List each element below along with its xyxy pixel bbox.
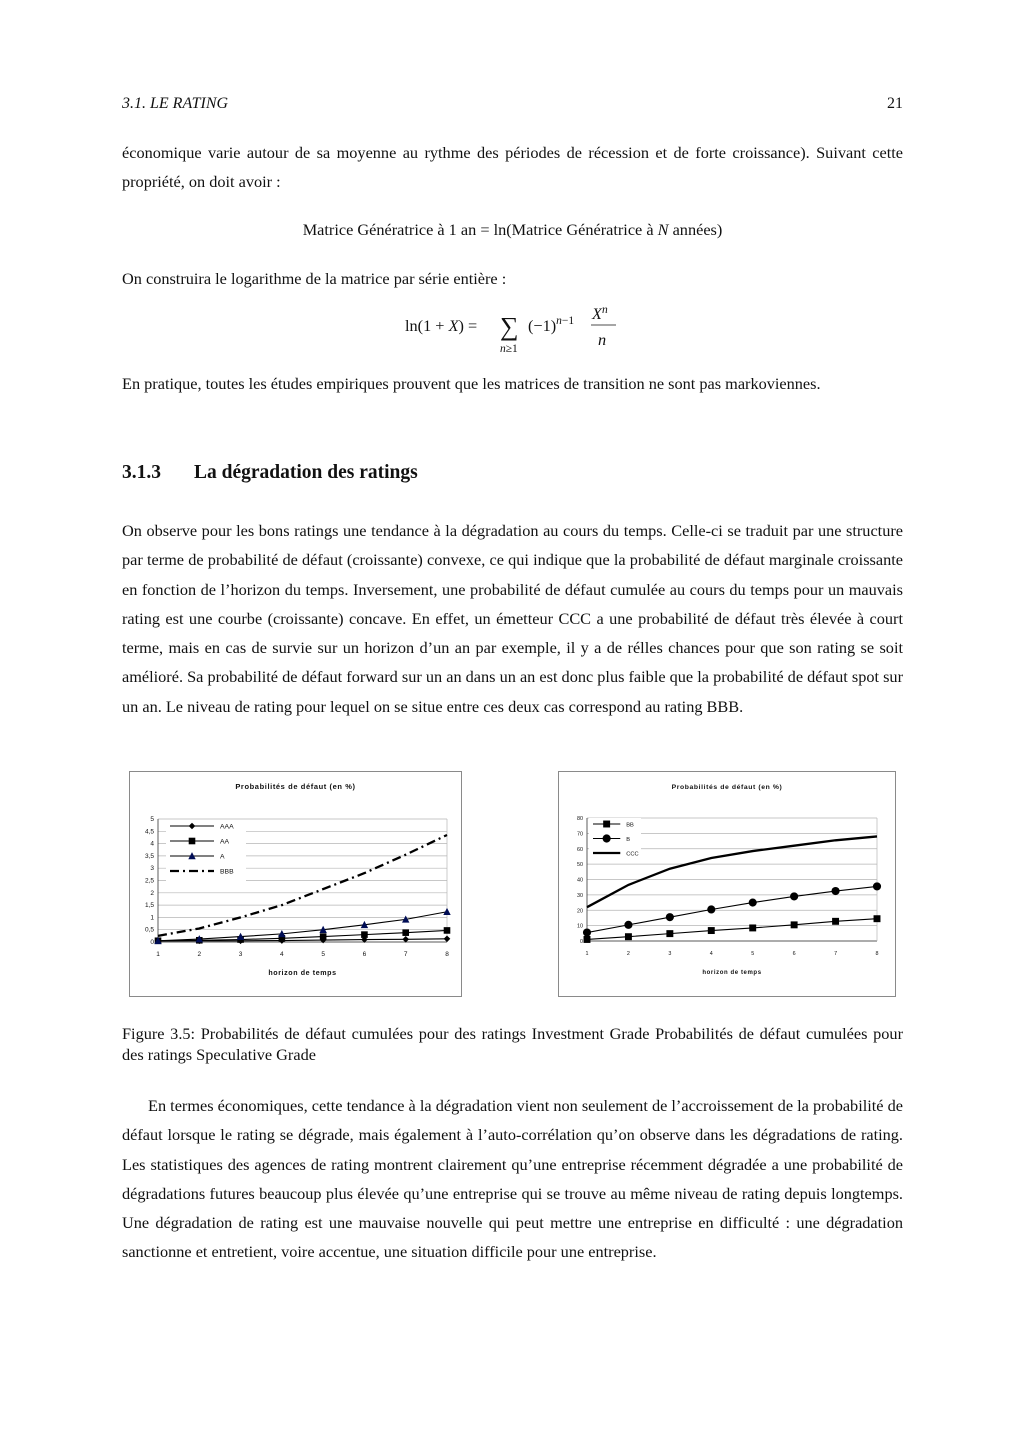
y-tick-label: 3,5 (144, 852, 154, 860)
x-tick-label: 2 (626, 951, 630, 957)
legend-label-BBB: BBB (220, 868, 234, 876)
data-point-AA (320, 933, 327, 940)
x-tick-label: 6 (362, 951, 367, 958)
data-point-BB (832, 918, 839, 925)
header-section: 3.1. LE RATING (122, 95, 229, 112)
x-tick-label: 4 (280, 951, 284, 958)
x-tick-label: 7 (834, 951, 838, 957)
figure-caption: Figure 3.5: Probabilités de défaut cumulées pour des ratings Investment Grade Probabilités de défaut cumulées pour des ratings Speculative Grade (122, 1024, 903, 1064)
y-tick-label: 2,5 (144, 877, 154, 885)
x-tick-label: 8 (875, 951, 879, 957)
data-point-B (832, 887, 840, 895)
y-tick-label: 2 (150, 889, 154, 897)
intro-paragraph-3: En pratique, toutes les études empiriques prouvent que les matrices de transition ne sont pas markoviennes. (122, 374, 821, 393)
y-tick-label: 50 (577, 862, 583, 869)
x-tick-label: 5 (751, 951, 755, 957)
svg-text:n: n (598, 330, 607, 349)
data-point-B (873, 882, 881, 890)
y-tick-label: 1,5 (144, 902, 154, 910)
eq1-right: années) (668, 220, 723, 239)
legend (166, 820, 246, 882)
series-BB (584, 915, 881, 943)
svg-text:(−1)n−1: $(-1)^n-1$ (528, 315, 575, 335)
data-point-B (749, 898, 757, 906)
legend-label-B: B (626, 837, 631, 843)
y-tick-label: 60 (577, 846, 583, 853)
data-point-AAA (444, 936, 451, 943)
x-tick-label: 2 (197, 951, 202, 958)
running-header (122, 95, 903, 113)
legend-label-BB: BB (626, 822, 634, 829)
x-axis-label: horizon de temps (702, 970, 762, 976)
x-tick-label: 8 (445, 951, 449, 958)
data-point-AA (361, 931, 368, 938)
svg-text:n≥1: n≥1 (500, 343, 518, 355)
intro-paragraph-1: économique varie autour de sa moyenne au rythme des périodes de récession et de forte croissance). Suivant cette propriété, on doit avoir : (122, 143, 903, 192)
section-heading (122, 462, 418, 484)
x-tick-label: 5 (321, 951, 325, 958)
data-point-AA (402, 929, 409, 936)
section-title: La dégradation des ratings (194, 462, 418, 483)
y-tick-label: 0,5 (144, 926, 154, 934)
data-point-BB (625, 933, 632, 940)
y-tick-label: 10 (577, 923, 583, 930)
series-line-A (158, 912, 447, 941)
legend-marker-BB (603, 821, 610, 828)
data-point-BB (874, 915, 881, 922)
data-point-BB (666, 930, 673, 937)
intro-paragraph-2: On construira le logarithme de la matrice par série entière : (122, 269, 507, 288)
body-paragraph-2: En termes économiques, cette tendance à la dégradation vient non seulement de l’accroissement de la probabilité de défaut lorsque le rating se dégrade, mais également à l’auto-corrélation qu’on observe dans les dégradations de rating. Les statistiques des agences de rating montrent clairement qu’une entreprise récemment dégradée a une probabilité de dégradations futures beaucoup plus élevée qu’une entreprise qui se trouve au même niveau de rating depuis longtemps. Une dégradation de rating est une mauvaise nouvelle qui peut mettre une entreprise en difficulté : une dégradation sanctionne et entretient, voire accentue, une situation difficile pour une entreprise. (122, 1096, 903, 1262)
series-B (583, 882, 881, 936)
x-tick-label: 6 (792, 951, 796, 957)
y-tick-label: 4,5 (144, 828, 154, 836)
section-number: 3.1.3 (122, 462, 161, 483)
x-tick-label: 7 (403, 951, 408, 958)
y-tick-label: 70 (577, 831, 583, 838)
legend-box (166, 820, 246, 882)
chart-title: Probabilités de défaut (en %) (671, 784, 783, 791)
y-tick-label: 4 (150, 840, 154, 848)
x-tick-label: 3 (668, 951, 672, 957)
data-point-B (790, 892, 798, 900)
data-point-A (443, 908, 450, 915)
y-tick-label: 40 (577, 877, 583, 884)
eq1-left: Matrice Génératrice à 1 an = ln(Matrice Génératrice à (302, 220, 658, 239)
page-number: 21 (887, 95, 903, 112)
chart-investment-grade (129, 771, 462, 997)
legend-label-AA: AA (220, 838, 230, 846)
x-tick-label: 4 (709, 951, 713, 957)
svg-text:Xn: $X^n$ (592, 304, 608, 323)
y-tick-label: 30 (577, 892, 583, 899)
data-point-B (583, 928, 591, 936)
x-axis-label: horizon de temps (268, 969, 337, 977)
data-point-B (624, 921, 632, 929)
chart-title: Probabilités de défaut (en %) (235, 782, 356, 791)
data-point-BB (749, 924, 756, 931)
data-point-BB (708, 927, 715, 934)
svg-text:ln(1 + X) =: ln(1 + X) = (405, 316, 478, 335)
y-tick-label: 20 (577, 908, 583, 915)
y-tick-label: 80 (577, 816, 583, 822)
legend-marker-B (603, 834, 611, 842)
data-point-B (707, 905, 715, 913)
legend-marker-AA (189, 838, 196, 845)
y-tick-label: 0 (150, 939, 154, 946)
data-point-BB (791, 921, 798, 928)
chart-investment-grade-svg (130, 772, 461, 996)
log-series-formula (122, 300, 903, 362)
data-point-AA (444, 927, 451, 934)
body-paragraph-1: On observe pour les bons ratings une tendance à la dégradation au cours du temps. Celle-ci se traduit par une structure par terme de probabilité de défaut (croissante) convexe, ce qui indique que la probabilité de défaut marginale croissante en fonction de l’horizon du temps. Inversement, une probabilité de défaut cumulée au cours du temps pour un mauvais rating est une courbe (croissante) concave. En effet, un émetteur CCC a une probabilité de défaut très élevée à court terme, mais en cas de survie sur un horizon d’un an par exemple, il y a de rélles chances pour que son rating se soit amélioré. Sa probabilité de défaut forward sur un an dans un an est donc plus faible que la probabilité de défaut spot sur un an. Le niveau de rating pour lequel on se situe entre ces deux cas correspond au rating BBB. (122, 521, 903, 716)
y-tick-label: 0 (580, 939, 583, 945)
x-tick-label: 1 (585, 951, 589, 957)
legend-label-AAA: AAA (220, 823, 234, 831)
svg-text:∑: ∑ (500, 312, 519, 341)
eq1-var: N (657, 220, 669, 239)
chart-speculative-grade-svg (559, 772, 895, 996)
chart-speculative-grade (558, 771, 896, 997)
y-tick-label: 1 (150, 914, 154, 922)
data-point-BB (584, 936, 591, 943)
y-tick-label: 3 (150, 865, 154, 873)
legend-label-CCC: CCC (626, 851, 639, 858)
equation-generator-matrix (122, 220, 903, 240)
y-tick-label: 5 (150, 816, 154, 823)
legend (589, 818, 641, 858)
x-tick-label: 3 (238, 951, 243, 958)
x-tick-label: 1 (156, 951, 160, 958)
data-point-B (666, 913, 674, 921)
equation-log-series (122, 300, 903, 367)
legend-label-A: A (220, 853, 225, 861)
